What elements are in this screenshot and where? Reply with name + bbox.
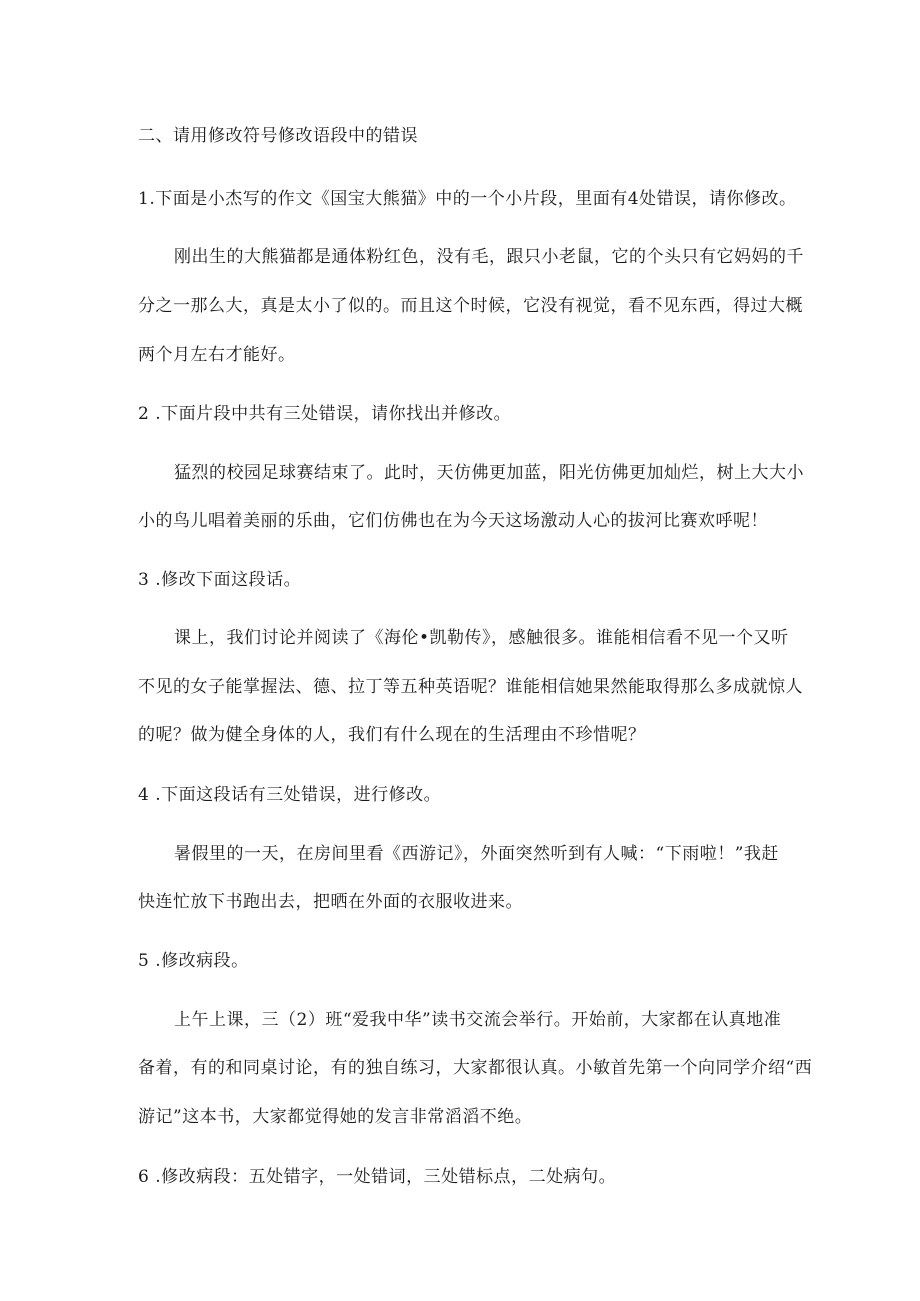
passage-1-line-2: 分之一那么大，真是太小了似的。而且这个时候，它没有视觉，看不见东西，得过大概: [138, 296, 803, 316]
passage-4-line-2: 快连忙放下书跑出去，把晒在外面的衣服收进来。: [138, 892, 523, 912]
passage-3-line-3: 的呢？做为健全身体的人，我们有什么现在的生活理由不珍惜呢？: [138, 725, 646, 745]
passage-5-line-3: 游记”这本书，大家都觉得她的发言非常滔滔不绝。: [138, 1107, 533, 1127]
question-6: 6 .修改病段：五处错字，一处错词，三处错标点，二处病句。: [138, 1167, 617, 1187]
section-title: 二、请用修改符号修改语段中的错误: [138, 126, 418, 146]
passage-3-line-2: 不见的女子能掌握法、德、拉丁等五种英语呢？谁能相信她果然能取得那么多成就惊人: [138, 677, 803, 697]
question-2: 2 .下面片段中共有三处错误，请你找出并修改。: [138, 404, 512, 424]
passage-2-line-1: 猛烈的校园足球赛结束了。此时，天仿佛更加蓝，阳光仿佛更加灿烂，树上大大小: [174, 463, 804, 483]
passage-5-line-2: 备着，有的和同桌讨论，有的独自练习，大家都很认真。小敏首先第一个向同学介绍“西: [138, 1058, 813, 1078]
question-3: 3 .修改下面这段话。: [138, 570, 302, 590]
passage-1-line-3: 两个月左右才能好。: [138, 345, 296, 365]
passage-1-line-1: 刚出生的大熊猫都是通体粉红色，没有毛，跟只小老鼠，它的个头只有它妈妈的千: [174, 247, 804, 267]
question-4: 4 .下面这段话有三处错误，进行修改。: [138, 785, 442, 805]
passage-4-line-1: 暑假里的一天，在房间里看《西游记》，外面突然听到有人喊：“下雨啦！”我赶: [174, 844, 779, 864]
question-5: 5 .修改病段。: [138, 951, 249, 971]
passage-5-line-1: 上午上课，三（2）班“爱我中华”读书交流会举行。开始前，大家都在认真地准: [174, 1010, 782, 1030]
passage-3-line-1: 课上，我们讨论并阅读了《海伦•凯勒传》，感触很多。谁能相信看不见一个又听: [174, 628, 789, 648]
question-1: 1.下面是小杰写的作文《国宝大熊猫》中的一个小片段，里面有4处错误，请你修改。: [138, 189, 797, 209]
passage-2-line-2: 小的鸟儿唱着美丽的乐曲，它们仿佛也在为今天这场激动人心的拔河比赛欢呼呢！: [138, 511, 768, 531]
